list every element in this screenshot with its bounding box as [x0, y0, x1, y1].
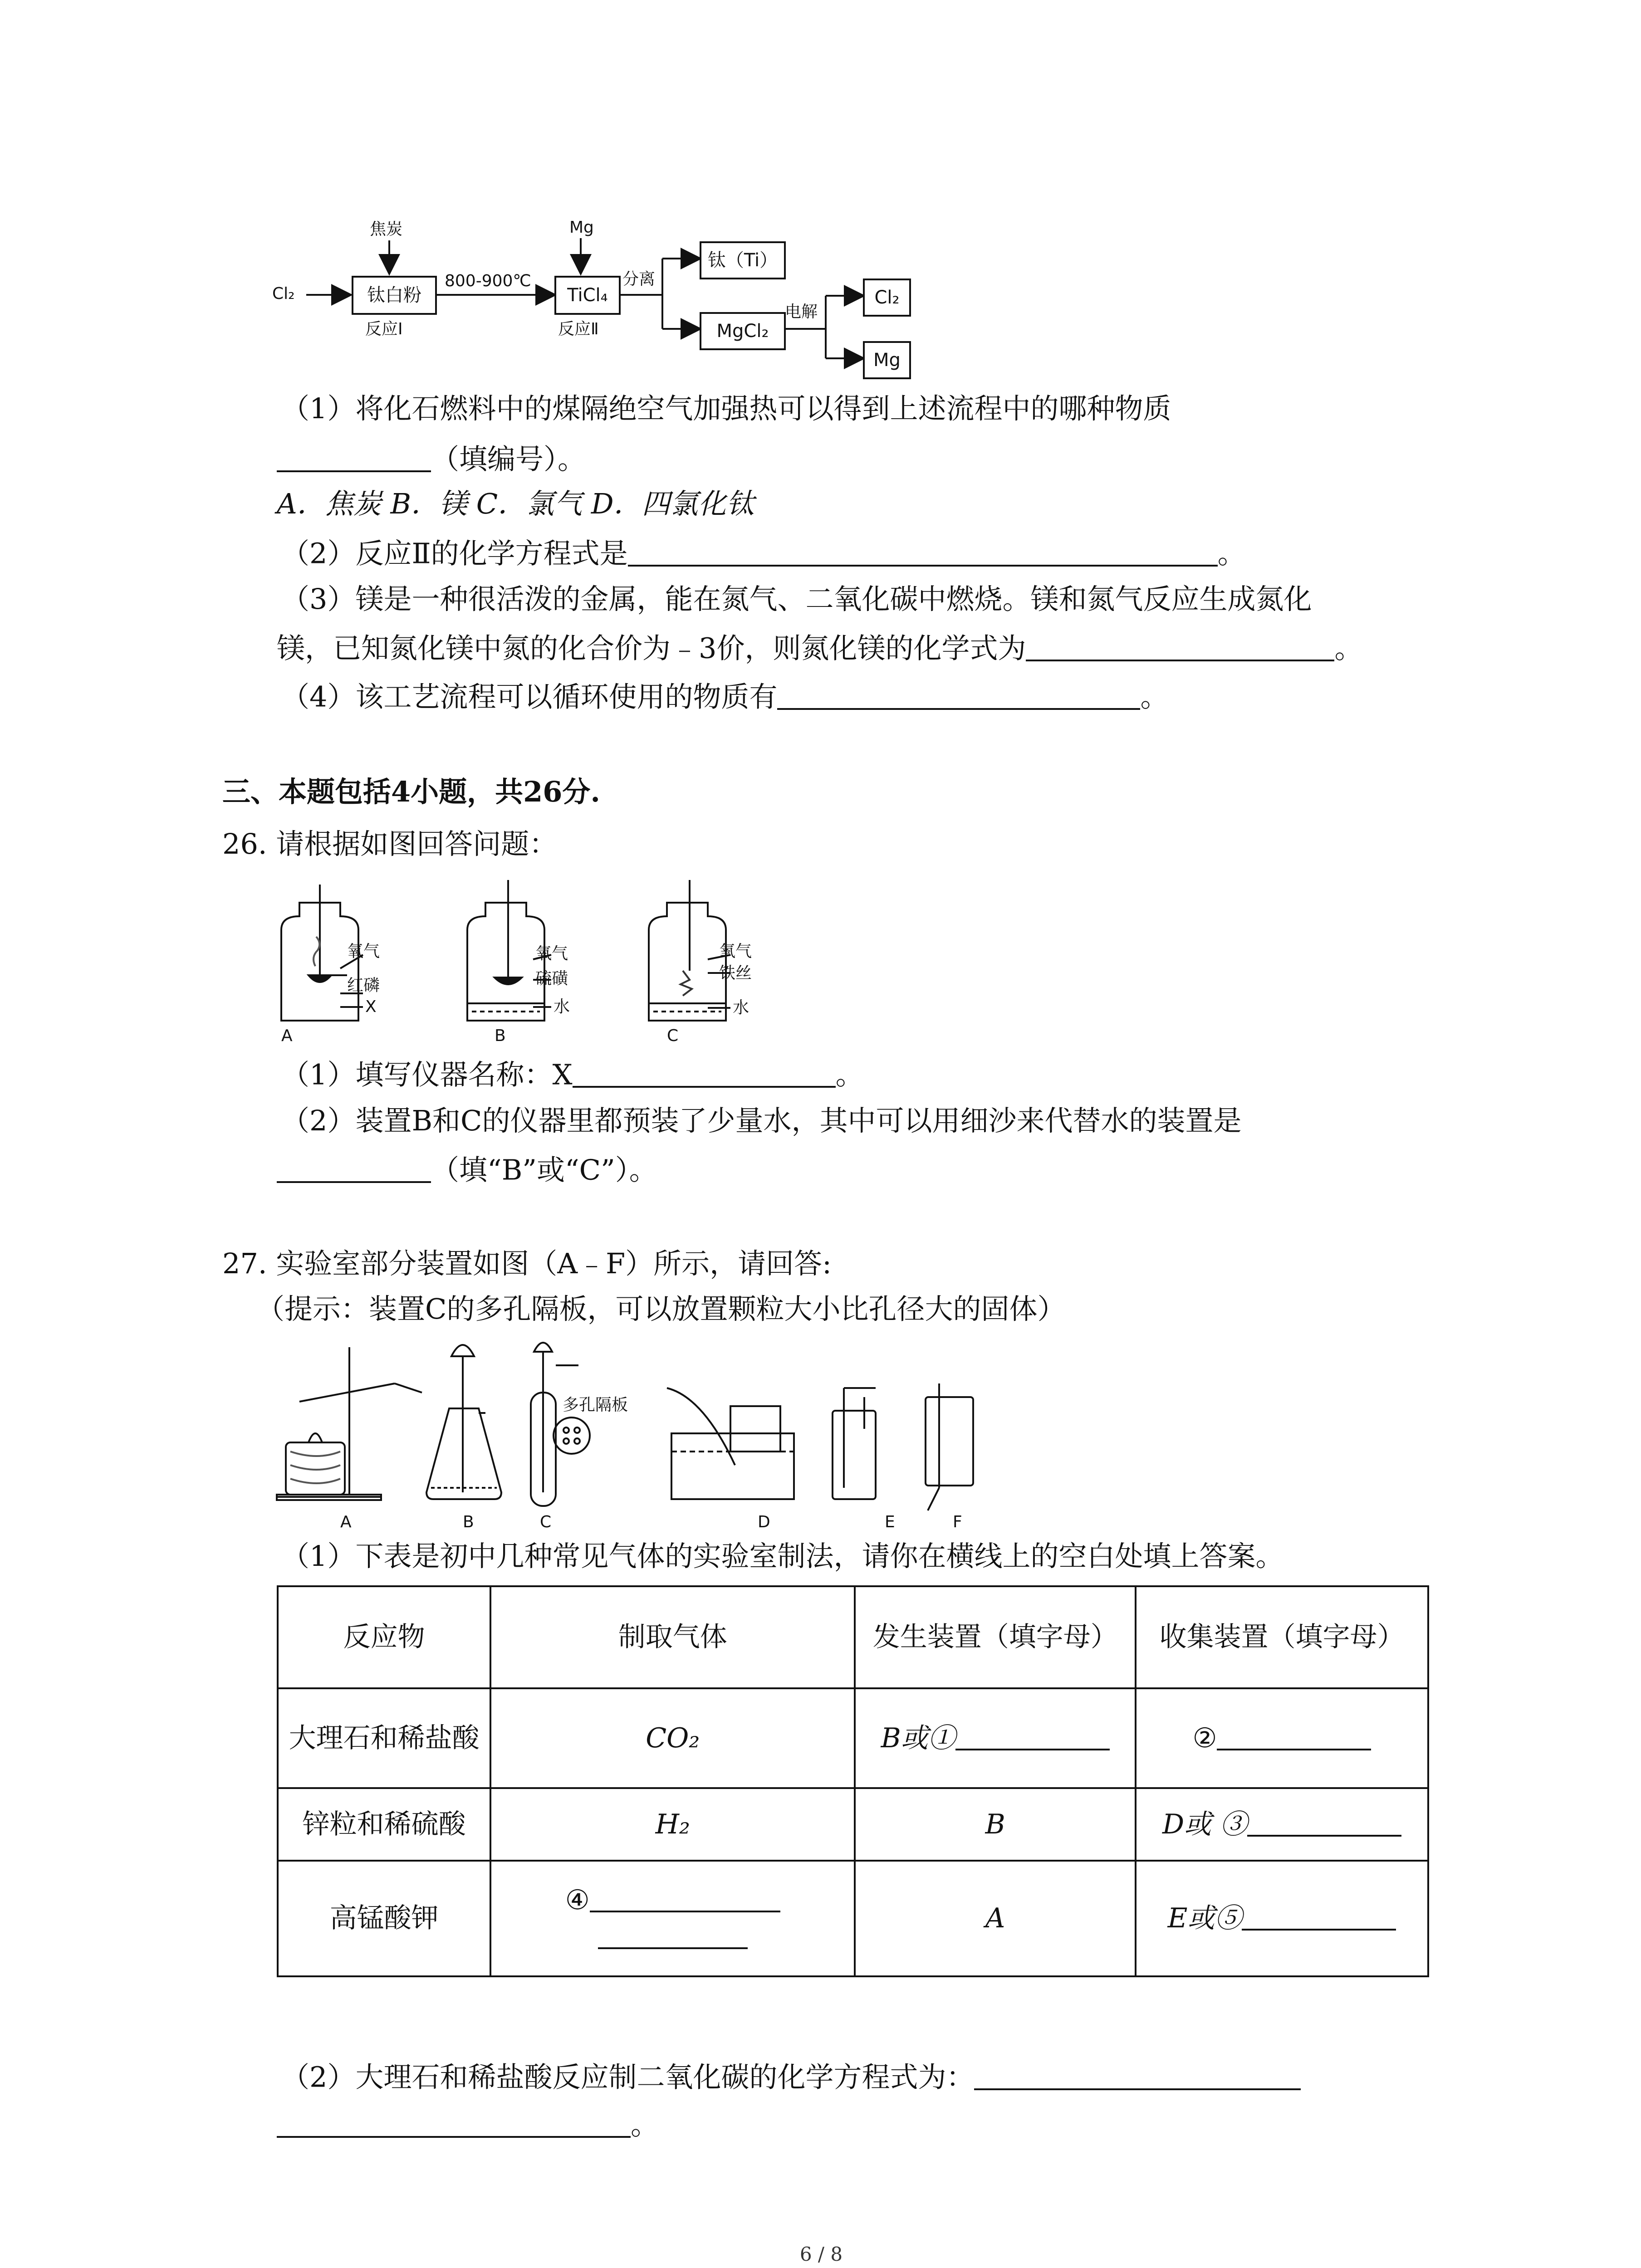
flow-reaction2-label: 反应Ⅱ [558, 320, 599, 338]
q25-part4-blank[interactable] [777, 681, 1140, 710]
q27-part2-blank-b[interactable] [277, 2109, 631, 2138]
table-blank-2[interactable] [1217, 1723, 1371, 1750]
table-row [278, 1788, 1428, 1861]
flow-box-cl2: Cl₂ [863, 279, 911, 317]
table-header-cell: 制取气体 [490, 1586, 855, 1688]
q25-part3-blank[interactable] [1026, 633, 1334, 661]
table-blank-3[interactable] [1247, 1809, 1401, 1837]
table-blank-4[interactable] [590, 1885, 780, 1912]
q26-fig-a-l1: 氧气 [347, 942, 380, 961]
q26-fig-b-l2: 硫磺 [535, 969, 568, 988]
q25-options: A．焦炭 B．镁 C．氯气 D．四氯化钛 [277, 487, 754, 520]
table-cell: E或⑤ [1136, 1861, 1428, 1976]
flow-box-mgcl2: MgCl₂ [700, 312, 786, 350]
table-blank-1[interactable] [955, 1723, 1110, 1750]
section3-heading: 三、本题包括4小题，共26分. [222, 775, 601, 808]
q27-part2-line1: （2）大理石和稀盐酸反应制二氧化碳的化学方程式为： [281, 2062, 1301, 2091]
q25-part1-line1: （1）将化石燃料中的煤隔绝空气加强热可以得到上述流程中的哪种物质 [281, 392, 1171, 425]
q25-part2: （2）反应Ⅱ的化学方程式是 。 [281, 537, 1246, 570]
q27-part2-blank-a[interactable] [974, 2062, 1301, 2090]
page-number: 6 / 8 [799, 2243, 843, 2265]
table-row [278, 1688, 1428, 1788]
q27-fig-porous-label: 多孔隔板 [563, 1396, 628, 1414]
q26-fig-c-label: C [667, 1026, 679, 1045]
q26-part2-blank[interactable] [277, 1154, 431, 1183]
flow-coke-label: 焦炭 [370, 220, 403, 239]
flow-box-titanium-white: 钛白粉 [352, 276, 437, 315]
q25-part3-line1: （3）镁是一种很活泼的金属，能在氮气、二氧化碳中燃烧。镁和氮气反应生成氮化 [281, 582, 1312, 616]
q27-stem: 27. 实验室部分装置如图（A﹣F）所示，请回答: [222, 1247, 832, 1280]
q26-fig-c-l3: 水 [733, 998, 749, 1017]
table-cell: 高锰酸钾 [278, 1861, 490, 1976]
table-header-cell: 反应物 [278, 1586, 490, 1688]
q27-fig-label-f: F [953, 1513, 962, 1531]
q26-part2-line1: （2）装置B和C的仪器里都预装了少量水，其中可以用细沙来代替水的装置是 [281, 1104, 1242, 1137]
q26-part1: （1）填写仪器名称：X 。 [281, 1058, 864, 1091]
q27-fig-label-c: C [540, 1513, 552, 1531]
q27-figure-drawing [272, 1338, 1043, 1533]
table-blank-5[interactable] [1242, 1903, 1396, 1931]
table-cell: A [855, 1861, 1136, 1976]
q26-fig-a-l3: X [365, 997, 377, 1016]
q27-part2-line2: 。 [277, 2109, 659, 2139]
q26-fig-c-l1: 氧气 [719, 942, 752, 961]
q26-part2-line2: （填“B”或“C”）。 [277, 1154, 657, 1184]
q25-part1-blank[interactable] [277, 444, 431, 472]
gas-prep-table [277, 1585, 1429, 1977]
table-blank-4b[interactable] [598, 1921, 748, 1949]
flow-temp-label: 800-900℃ [445, 272, 531, 290]
q26-figure [272, 875, 798, 1048]
q27-fig-label-b: B [463, 1513, 474, 1531]
table-cell: CO₂ [490, 1688, 855, 1788]
table-cell: ④ [490, 1861, 855, 1976]
q25-part1-line2: （填编号）。 [277, 444, 586, 473]
flow-input-cl2: Cl₂ [272, 284, 295, 303]
flowchart [272, 218, 953, 390]
q27-figure [272, 1338, 1043, 1533]
table-header-row [278, 1586, 1428, 1688]
table-cell: D或 ③ [1136, 1788, 1428, 1861]
q26-fig-b-label: B [495, 1026, 506, 1045]
q27-fig-label-d: D [758, 1513, 770, 1531]
flow-electrolysis-label: 电解 [785, 303, 818, 321]
flow-box-mg: Mg [863, 341, 911, 379]
flow-mg-input: Mg [569, 218, 594, 237]
table-row [278, 1861, 1428, 1976]
table-header-cell: 收集装置（填字母） [1136, 1586, 1428, 1688]
q25-part3-line2: 镁，已知氮化镁中氮的化合价为﹣3价，则氮化镁的化学式为 。 [277, 631, 1363, 665]
q27-fig-label-e: E [885, 1513, 895, 1531]
flow-box-ticl4: TiCl₄ [554, 276, 621, 315]
q27-part1: （1）下表是初中几种常见气体的实验室制法，请你在横线上的空白处填上答案。 [281, 1540, 1284, 1573]
table-cell: B [855, 1788, 1136, 1861]
q26-fig-b-l1: 氧气 [535, 944, 568, 963]
q25-part2-blank[interactable] [628, 538, 1218, 567]
q27-hint: （提示：装置C的多孔隔板，可以放置颗粒大小比孔径大的固体） [256, 1292, 1066, 1325]
q25-part4: （4）该工艺流程可以循环使用的物质有 。 [281, 680, 1169, 714]
flow-reaction1-label: 反应Ⅰ [365, 320, 403, 338]
flow-box-ti: 钛（Ti） [700, 241, 786, 279]
table-cell: H₂ [490, 1788, 855, 1861]
table-cell: B或① [855, 1688, 1136, 1788]
q26-stem: 26. 请根据如图回答问题： [222, 827, 558, 860]
flow-separate-label: 分离 [622, 270, 656, 288]
table-header-cell: 发生装置（填字母） [855, 1586, 1136, 1688]
q26-fig-c-l2: 铁丝 [719, 964, 752, 982]
table-cell: 锌粒和稀硫酸 [278, 1788, 490, 1861]
q26-fig-a-label: A [281, 1026, 293, 1045]
table-cell: 大理石和稀盐酸 [278, 1688, 490, 1788]
q26-fig-b-l3: 水 [554, 997, 570, 1016]
q27-fig-label-a: A [340, 1513, 352, 1531]
table-cell: ② [1136, 1688, 1428, 1788]
q26-fig-a-l2: 红磷 [347, 976, 380, 995]
q26-part1-blank[interactable] [573, 1059, 836, 1088]
